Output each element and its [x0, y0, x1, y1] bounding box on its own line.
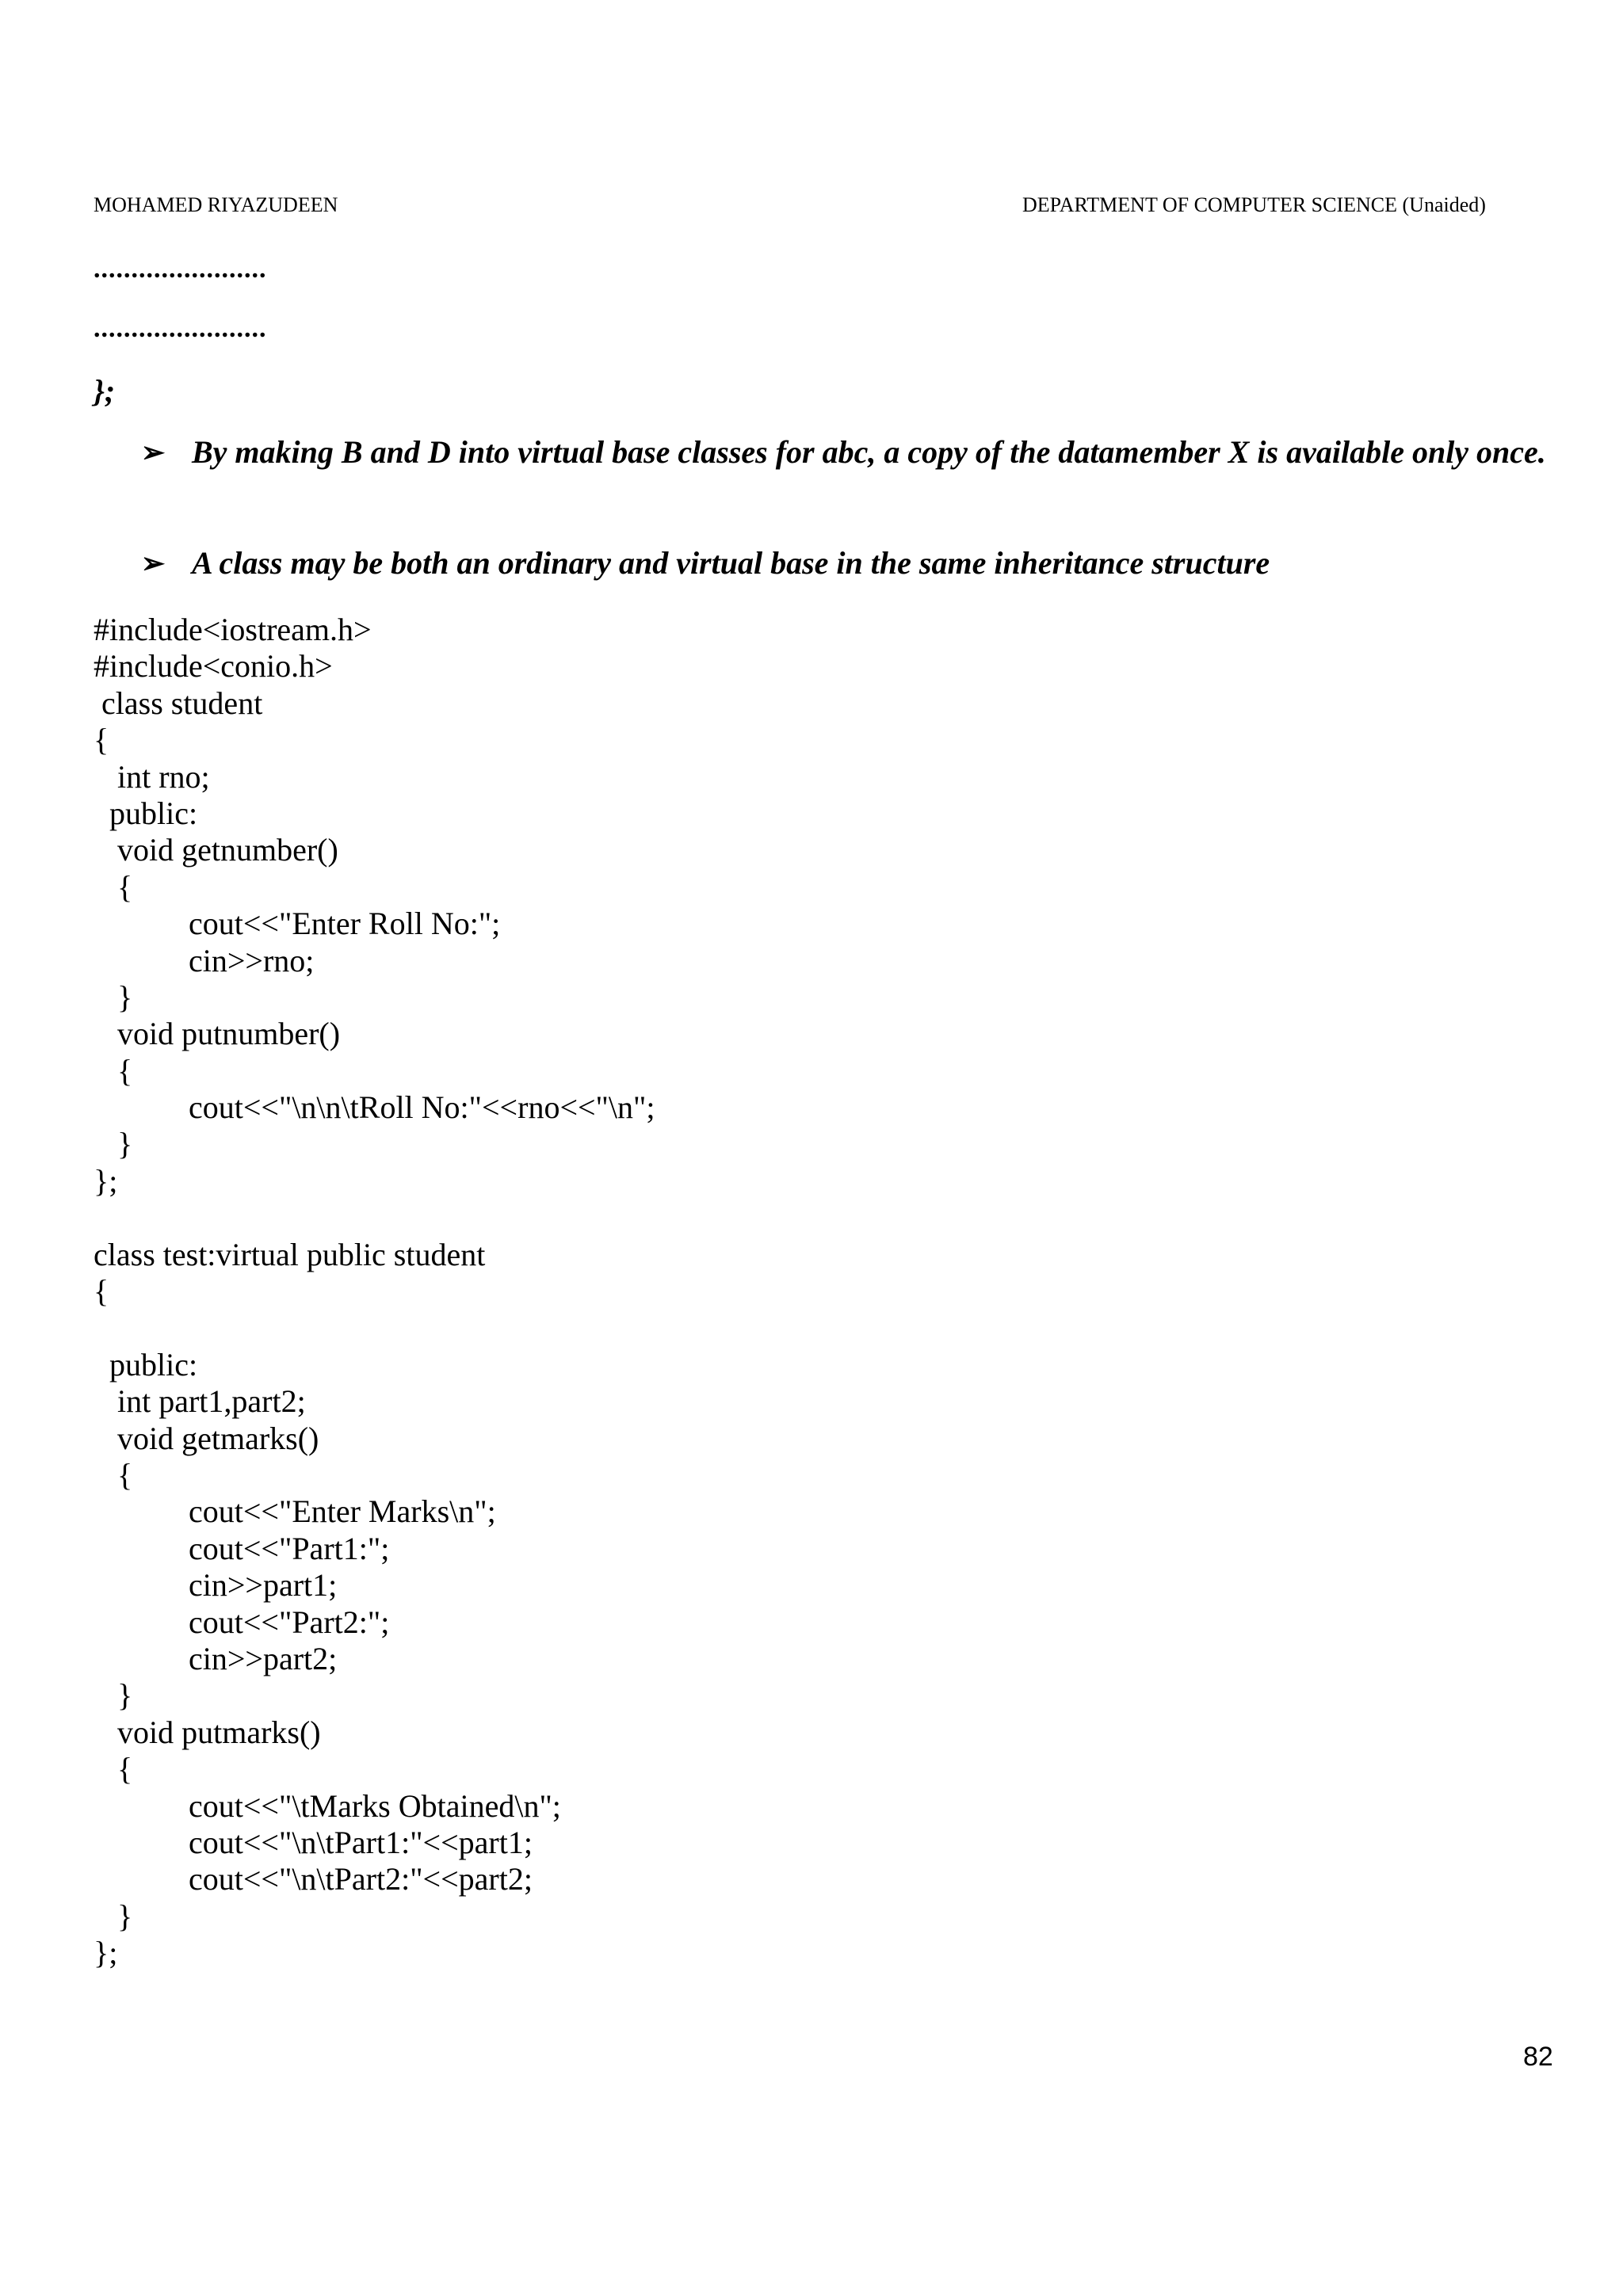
code-line: {: [94, 1273, 109, 1310]
bullet-text: A class may be both an ordinary and virtual base in the same inheritance structure: [192, 545, 1270, 581]
code-line: int part1,part2;: [94, 1383, 306, 1420]
code-line: cout<<"Enter Marks\n";: [94, 1493, 496, 1530]
code-line: cout<<"Part1:";: [94, 1530, 390, 1566]
code-line: };: [94, 1935, 118, 1971]
code-line: }: [94, 1897, 133, 1934]
code-line: void putnumber(): [94, 1016, 341, 1052]
code-line: cout<<"\n\tPart2:"<<part2;: [94, 1861, 533, 1897]
code-line: public:: [94, 795, 198, 831]
header-department: DEPARTMENT OF COMPUTER SCIENCE (Unaided): [1022, 193, 1486, 216]
arrow-bullet-icon: ➢: [141, 437, 166, 468]
code-line: cin>>part2;: [94, 1640, 338, 1676]
code-line: {: [94, 1456, 133, 1493]
code-line: cout<<"\tMarks Obtained\n";: [94, 1787, 561, 1824]
ellipsis-line: .......................: [94, 254, 267, 284]
code-line: int rno;: [94, 758, 210, 795]
code-line: cin>>part1;: [94, 1567, 338, 1604]
page-number: 82: [1523, 2042, 1553, 2072]
code-line: cout<<"Enter Roll No:";: [94, 906, 501, 942]
code-line: [94, 1199, 655, 1236]
code-line: cout<<"\n\tPart1:"<<part1;: [94, 1824, 533, 1860]
bullet-item: [141, 431, 1560, 474]
ellipsis-line: .......................: [94, 314, 267, 343]
code-line: public:: [94, 1346, 198, 1383]
code-line: };: [94, 1162, 118, 1199]
code-line: class test:virtual public student: [94, 1236, 486, 1272]
closing-brace: };: [94, 373, 116, 409]
code-line: #include<conio.h>: [94, 648, 333, 685]
code-line: void getnumber(): [94, 832, 338, 868]
code-listing: [94, 612, 655, 1971]
code-line: cin>>rno;: [94, 942, 315, 978]
code-line: {: [94, 1052, 133, 1089]
code-line: class student: [94, 685, 263, 721]
header-author: MOHAMED RIYAZUDEEN: [94, 193, 338, 216]
code-line: {: [94, 1751, 133, 1787]
code-line: #include<iostream.h>: [94, 612, 372, 647]
code-line: void getmarks(): [94, 1420, 319, 1456]
code-line: }: [94, 1126, 133, 1162]
code-line: {: [94, 868, 133, 905]
arrow-bullet-icon: ➢: [141, 547, 166, 579]
code-line: [94, 1310, 655, 1346]
bullet-item: [141, 542, 1560, 585]
code-line: }: [94, 1677, 133, 1714]
code-line: void putmarks(): [94, 1714, 321, 1750]
code-line: cout<<"\n\n\tRoll No:"<<rno<<"\n";: [94, 1089, 655, 1126]
code-line: cout<<"Part2:";: [94, 1604, 390, 1640]
bullet-text: By making B and D into virtual base classes for abc, a copy of the datamember X is available only once.: [192, 434, 1546, 470]
code-line: }: [94, 978, 133, 1015]
code-line: {: [94, 722, 109, 758]
